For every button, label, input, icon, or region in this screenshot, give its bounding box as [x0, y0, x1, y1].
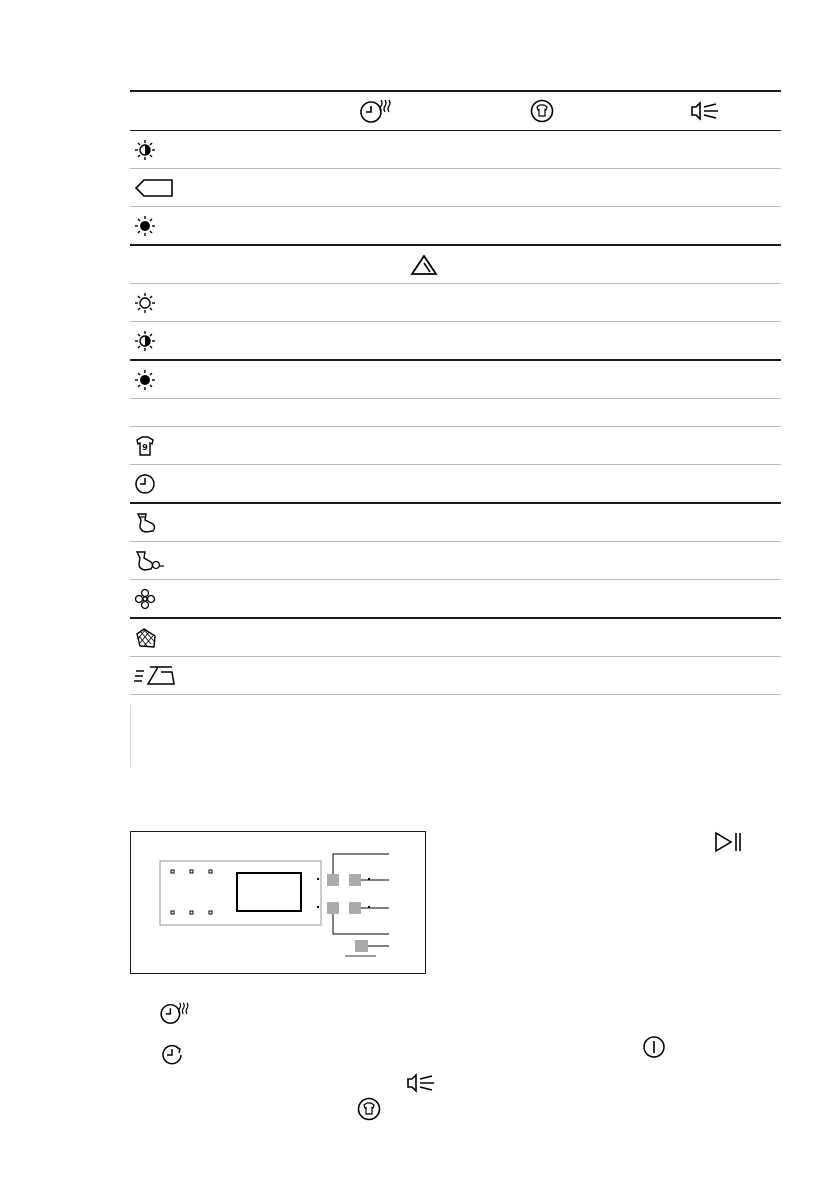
- flower-icon: [134, 588, 156, 610]
- table-row: [130, 361, 781, 399]
- table-row: [130, 542, 781, 580]
- delay-start-icon: [160, 1043, 184, 1067]
- tshirt-9-icon: [134, 435, 156, 457]
- buzzer-icon: [406, 1073, 436, 1093]
- sock-icon: [134, 511, 158, 535]
- drying-time-icon: [160, 1001, 190, 1025]
- table-row: [130, 504, 781, 542]
- table-row: [130, 657, 781, 695]
- table-row: [130, 427, 781, 465]
- tshirt-cycle-icon: [530, 99, 554, 123]
- table-row: [130, 207, 781, 246]
- table-row: [130, 619, 781, 657]
- tag-label-icon: [134, 178, 174, 198]
- table-row: [130, 169, 781, 207]
- sock-bubble-icon: [134, 549, 166, 573]
- table-row: [130, 284, 781, 322]
- table-row: [130, 580, 781, 619]
- table-row: [130, 465, 781, 504]
- grid-cloth-icon: [134, 626, 158, 650]
- sun-moon-icon: [134, 139, 156, 161]
- sun-outline-icon: [134, 292, 156, 314]
- table-row: [130, 322, 781, 361]
- sun-half-icon: [134, 330, 156, 352]
- drying-time-icon: [360, 98, 392, 124]
- clock-icon: [134, 473, 156, 495]
- sun-full-icon: [134, 369, 156, 391]
- tshirt-cycle-icon: [357, 1097, 381, 1121]
- iron-icon: [134, 665, 176, 687]
- margin-rule: [130, 705, 131, 767]
- table-row: [130, 399, 781, 427]
- control-panel-diagram: [130, 831, 426, 974]
- svg-text:9: 9: [142, 442, 148, 452]
- triangle-warning-icon: [410, 253, 438, 277]
- power-icon: [642, 1035, 666, 1059]
- table-row: [130, 131, 781, 169]
- table-row: [130, 246, 781, 284]
- play-pause-icon: [713, 831, 743, 853]
- settings-table: [130, 90, 781, 695]
- buzzer-icon: [690, 101, 720, 121]
- sun-full-icon: [134, 215, 156, 237]
- table-header-row: [130, 90, 781, 131]
